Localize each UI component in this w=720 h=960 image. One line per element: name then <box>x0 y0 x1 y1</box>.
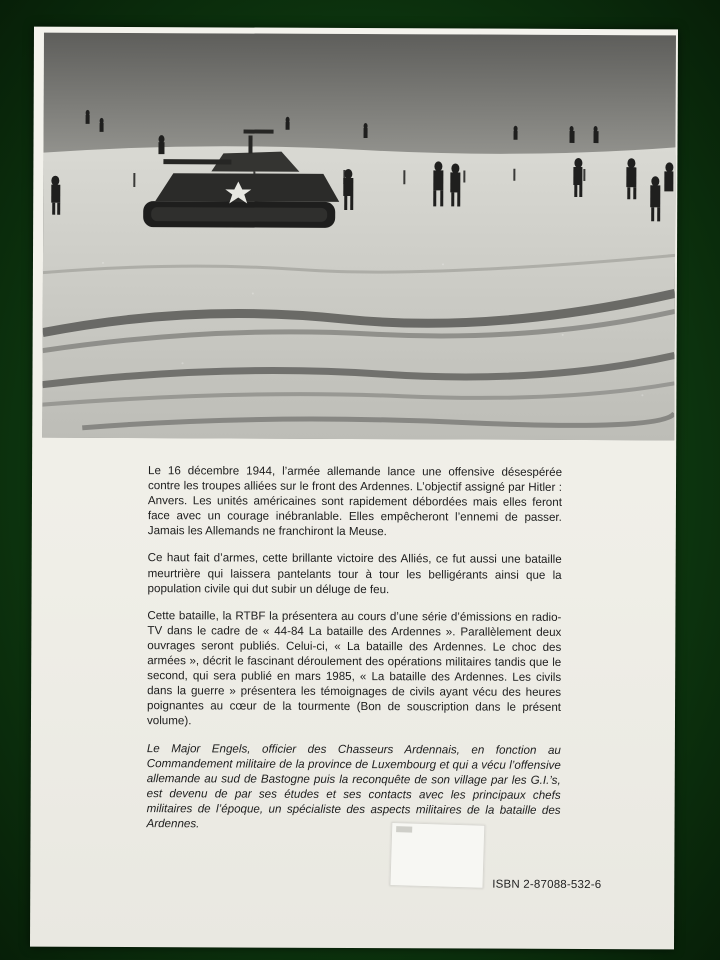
paragraph-author: Le Major Engels, officier des Chasseurs Ardennais, en fonction au Commandement militaire de la province de Luxembourg et qui a vécu l’offensive allemande au sud de Bastogne puis la reconquête de son village par les G.I.’s, est devenu de par ses études et ses contacts avec les principaux chefs militaires de l’époque, un spécialiste des aspects militaires de la bataille des Ardennes. <box>146 741 561 831</box>
paragraph-rtbf: Cette bataille, la RTBF la présentera au cours d’une série d’émissions en radio-TV dans le cadre de « 44-84 La bataille des Ardennes ». Parallèlement deux ouvrages seront publiés. Celui-ci, « La bataille des Ardennes. Le choc des armées », décrit le fascinant déroulement des opérations militaires tandis que le second, qui sera publié en mars 1985, « La bataille des Ardennes. Les civils dans la guerre » présentera les témoignages de civils ayant vécu des heures poignantes au cœur de la tourmente (Bon de souscription dans le présent volume). <box>146 608 562 728</box>
isbn-number: ISBN 2-87088-532-6 <box>492 878 602 892</box>
paragraph-victory: Ce haut fait d’armes, cette brillante victoire des Alliés, ce fut aussi une bataille meurtrière qui laissera pantelants tour à tour les belligérants ainsi que la population civile qui dut subir un déluge de feu. <box>147 551 562 596</box>
book-back-cover <box>30 27 678 950</box>
battle-photo <box>42 33 676 441</box>
blurb <box>146 463 562 845</box>
paragraph-intro: Le 16 décembre 1944, l’armée allemande lance une offensive désespérée contre les troupes alliées sur le front des Ardennes. L’objectif assigné par Hitler : Anvers. Les unités américaines sont rapidement débordées mais elles feront face avec un courage inébranlable. Elles empêcheront l’ennemi de passer. Jamais les Allemands ne franchiront la Meuse. <box>147 464 563 539</box>
cover-photo <box>42 33 676 441</box>
price-sticker-residue <box>389 822 485 889</box>
